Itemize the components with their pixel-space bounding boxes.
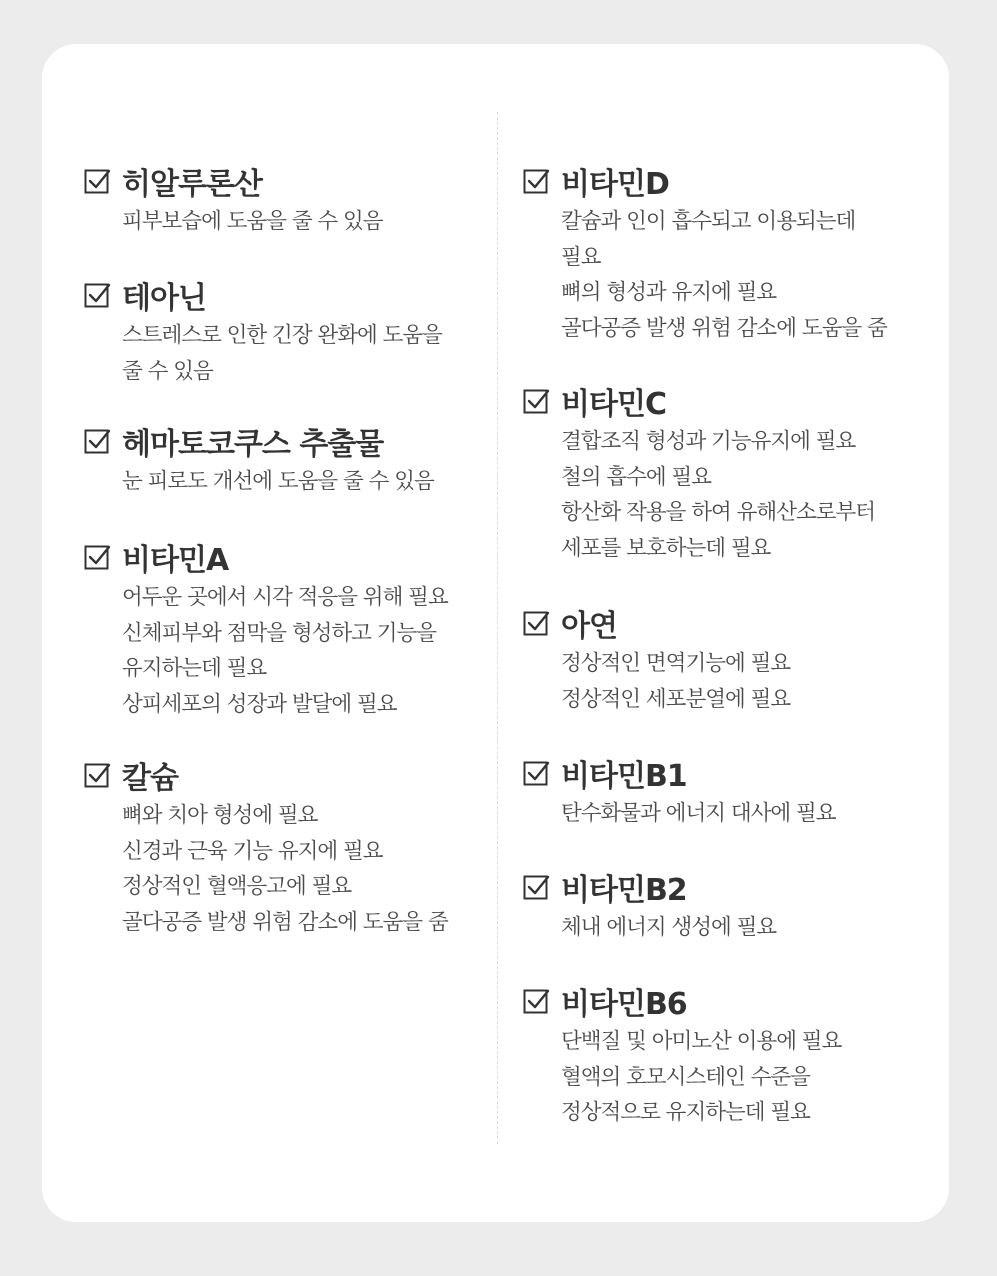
checkbox-checked-icon [84,168,111,195]
nutrient-benefits [122,464,434,500]
checkbox-checked-icon [84,762,111,789]
benefit-line: 눈 피로도 개선에 도움을 줄 수 있음 [122,469,434,494]
nutrient-title: 비타민C [561,387,666,422]
checkbox-checked-icon [523,760,550,787]
benefit-line: 피부보습에 도움을 줄 수 있음 [122,209,383,234]
checkbox-checked-icon [523,874,550,901]
nutrient-benefits [561,1024,841,1131]
benefit-line: 유지하는데 필요 [122,656,267,681]
benefit-line: 체내 에너지 생성에 필요 [561,915,777,940]
benefit-line: 뼈와 치아 형성에 필요 [122,803,318,828]
benefit-line: 결합조직 형성과 기능유지에 필요 [561,429,856,454]
benefit-line: 줄 수 있음 [122,358,213,384]
benefit-line: 어두운 곳에서 시각 적응을 위해 필요 [122,585,448,610]
benefit-line: 칼슘과 인이 흡수되고 이용되는데 [561,209,856,234]
checkbox-checked-icon [523,610,550,637]
benefit-line: 단백질 및 아미노산 이용에 필요 [561,1029,842,1054]
nutrient-title: 비타민B6 [561,987,687,1022]
nutrient-item-vitamin-b6 [523,980,841,1131]
benefit-line: 혈액의 호모시스테인 수준을 [561,1064,810,1090]
benefit-line: 필요 [561,244,601,270]
nutrient-benefits [561,796,836,832]
checkbox-checked-icon [523,988,550,1015]
nutrient-benefits [122,798,448,940]
benefit-line: 정상적으로 유지하는데 필요 [561,1100,810,1125]
column-divider [497,112,498,1144]
benefit-line: 골다공증 발생 위험 감소에 도움을 줌 [561,315,887,341]
nutrient-item-vitamin-d [523,160,887,346]
nutrient-item-vitamin-a [84,536,448,722]
checkbox-checked-icon [84,544,111,571]
nutrient-title: 아연 [561,609,617,644]
nutrient-title: 헤마토코쿠스 추출물 [122,427,384,462]
checkbox-checked-icon [523,388,550,415]
benefit-line: 신체피부와 점막을 형성하고 기능을 [122,620,437,646]
benefit-line: 정상적인 혈액응고에 필요 [122,874,352,899]
nutrient-title: 히알루론산 [122,167,262,202]
benefit-line: 뼈의 형성과 유지에 필요 [561,280,777,305]
nutrient-item-vitamin-b2 [523,866,776,946]
benefit-line: 스트레스로 인한 긴장 완화에 도움을 [122,323,442,348]
nutrient-item-theanine [84,274,442,389]
nutrient-benefits [561,424,875,566]
nutrient-item-hyaluronic-acid [84,160,383,240]
checkbox-checked-icon [523,168,550,195]
checkbox-checked-icon [84,428,111,455]
benefit-line: 신경과 근육 기능 유지에 필요 [122,838,383,864]
nutrient-title: 비타민A [122,543,229,578]
nutrient-benefits [561,204,887,346]
benefit-line: 세포를 보호하는데 필요 [561,535,771,561]
nutrient-benefits [122,318,442,389]
benefit-line: 골다공증 발생 위험 감소에 도움을 줌 [122,909,448,935]
nutrient-benefits [561,646,790,717]
nutrient-item-vitamin-b1 [523,752,836,832]
nutrient-item-calcium [84,754,448,940]
nutrient-item-vitamin-c [523,380,875,566]
nutrient-benefits [561,910,776,946]
nutrient-item-zinc [523,602,790,717]
nutrient-title: 테아닌 [122,281,206,316]
nutrient-benefits [122,204,383,240]
checkbox-checked-icon [84,282,111,309]
nutrient-item-haematococcus [84,420,434,500]
benefit-line: 항산화 작용을 하여 유해산소로부터 [561,500,876,525]
nutrient-title: 칼슘 [122,761,178,796]
nutrient-title: 비타민B2 [561,873,687,908]
benefit-line: 정상적인 세포분열에 필요 [561,686,791,712]
nutrient-benefits [122,580,448,722]
nutrient-title: 비타민D [561,167,669,202]
benefit-line: 탄수화물과 에너지 대사에 필요 [561,801,836,826]
benefit-line: 정상적인 면역기능에 필요 [561,651,791,676]
nutrient-title: 비타민B1 [561,759,687,794]
benefit-line: 철의 흡수에 필요 [561,464,712,490]
benefit-line: 상피세포의 성장과 발달에 필요 [122,691,397,717]
